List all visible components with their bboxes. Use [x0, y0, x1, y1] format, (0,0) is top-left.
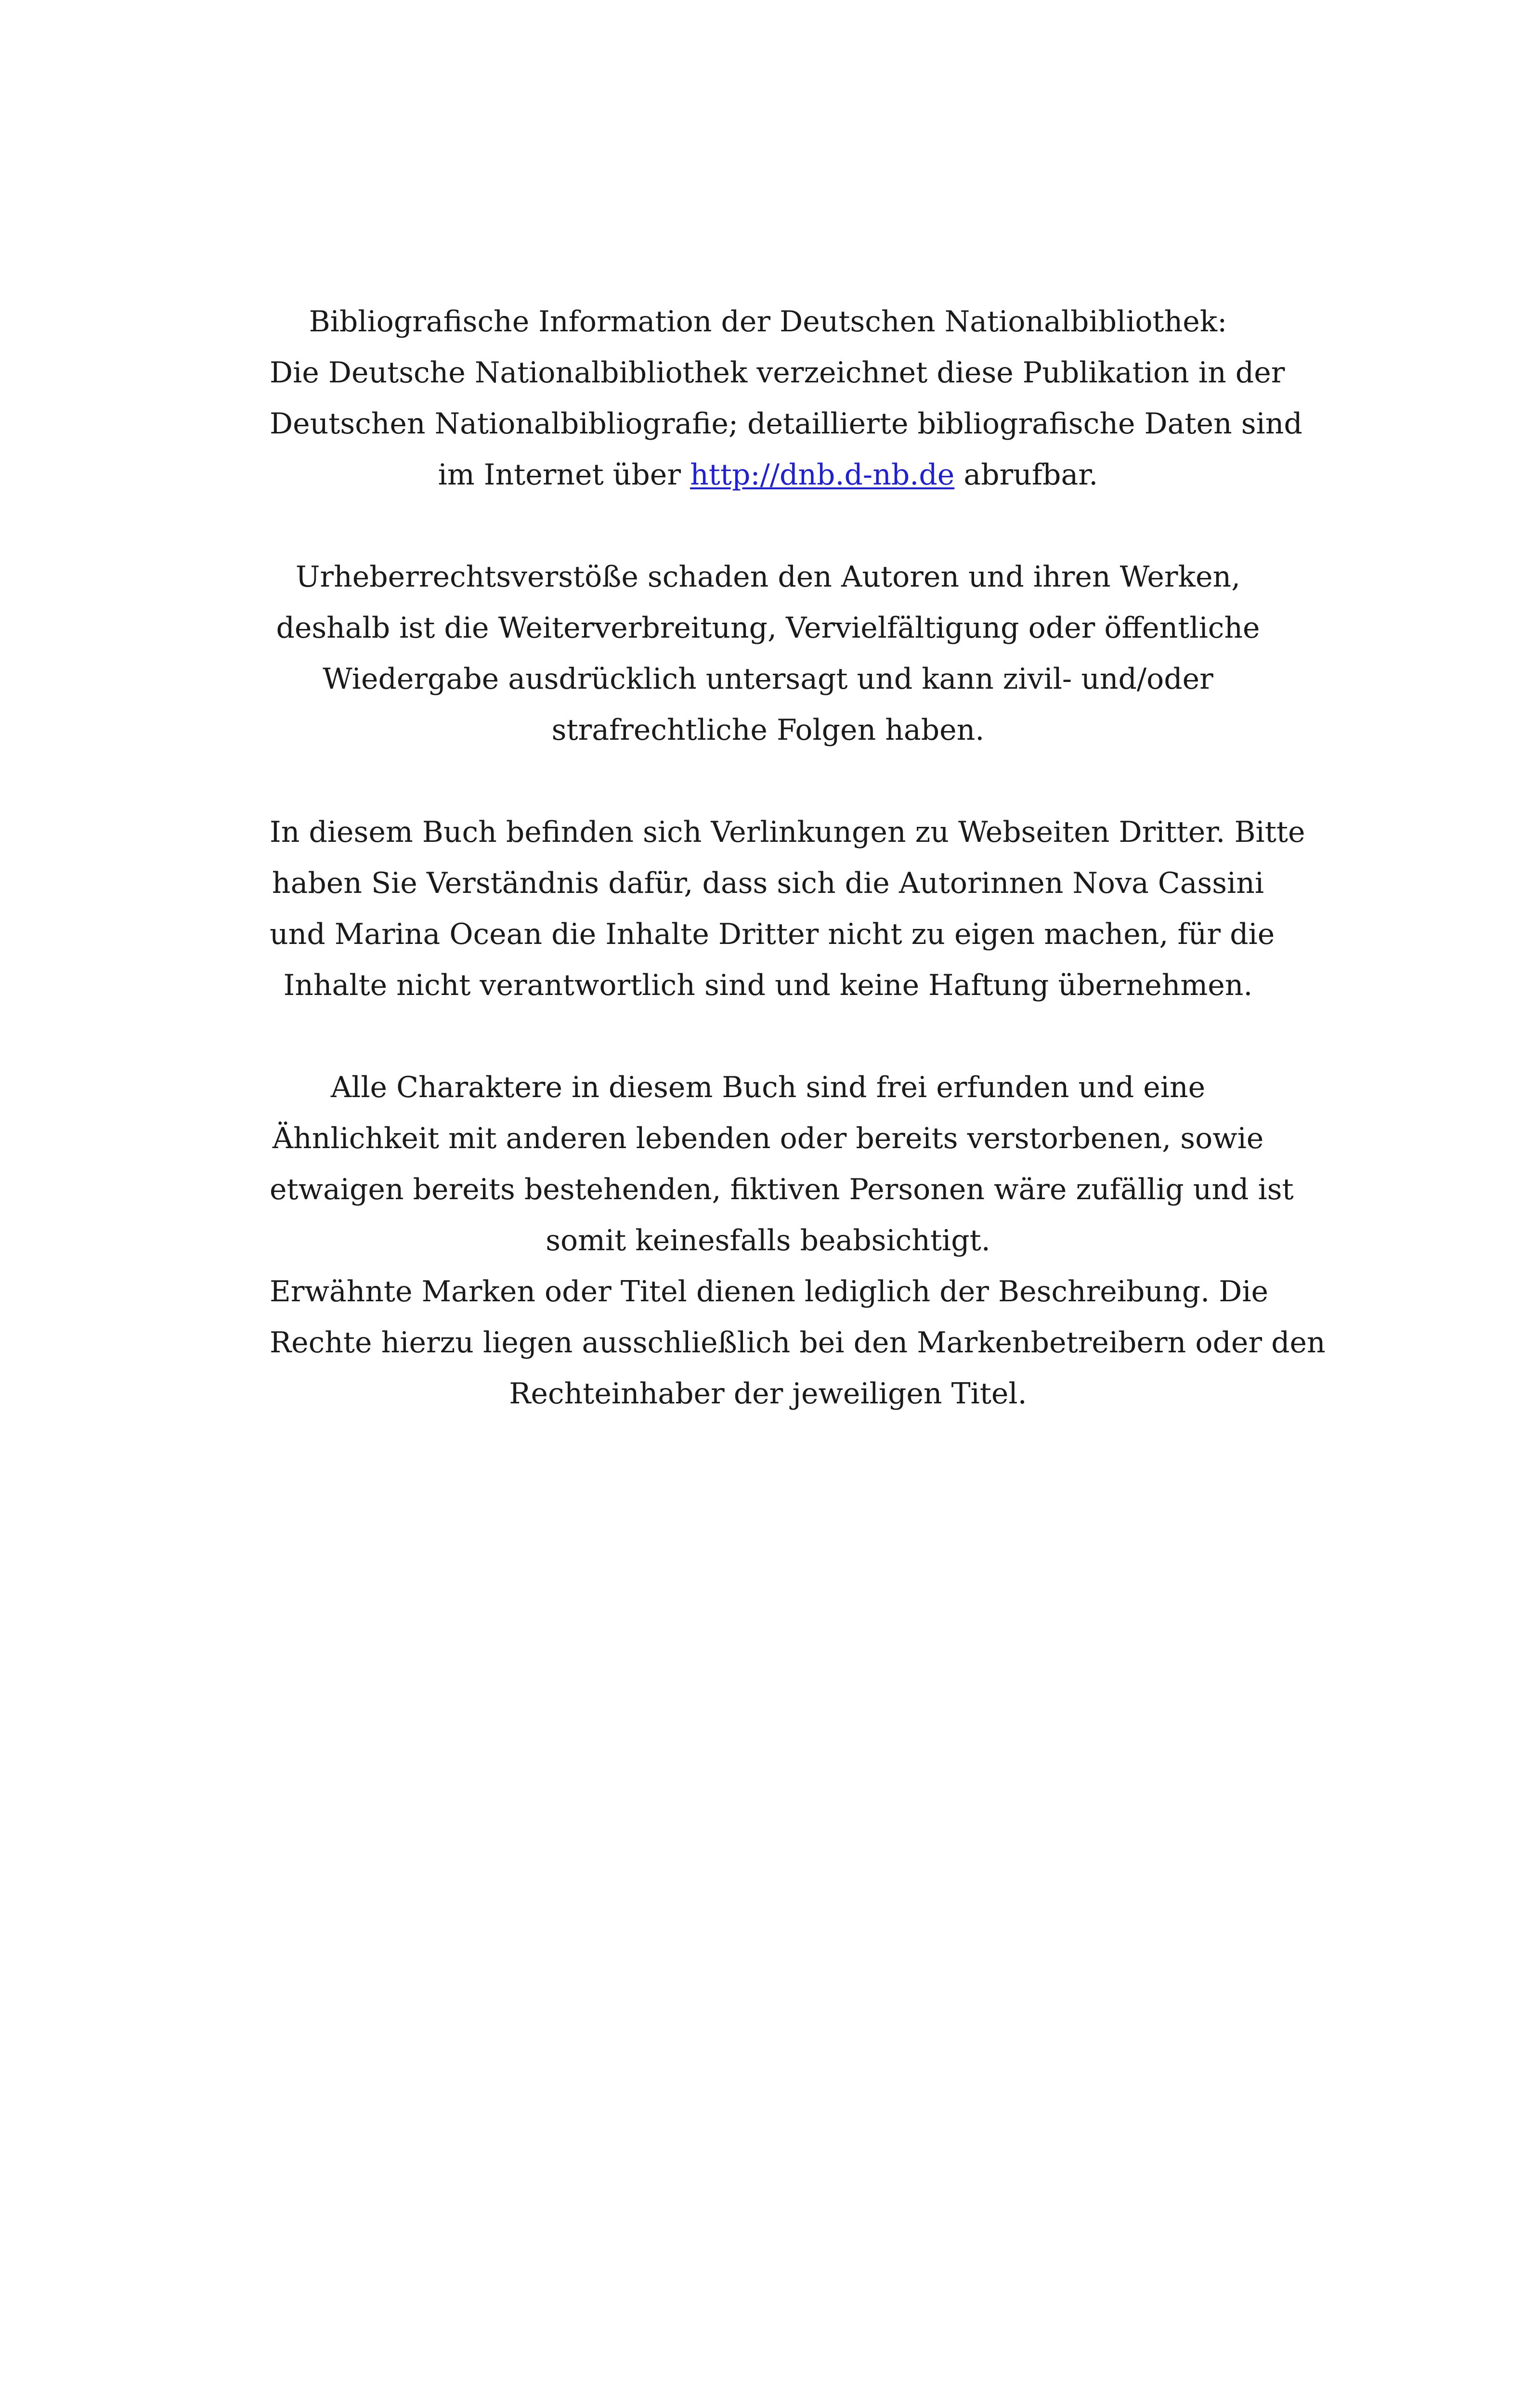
copyright-paragraph — [270, 551, 1266, 756]
bibliographic-link-line — [270, 449, 1266, 500]
paragraph-spacer — [270, 1011, 1266, 1062]
links-disclaimer-line: In diesem Buch befinden sich Verlinkungen zu Webseiten Dritter. Bitte — [270, 815, 1305, 849]
bibliographic-text-line: Die Deutsche Nationalbibliothek verzeichnet diese Publikation in der — [270, 356, 1285, 390]
copyright-text-line: Urheberrechtsverstöße schaden den Autoren und ihren Werken, — [295, 560, 1241, 594]
imprint-notice — [270, 296, 1326, 1419]
links-disclaimer-line: haben Sie Verständnis dafür, dass sich die Autorinnen Nova Cassini — [272, 866, 1264, 900]
fiction-disclaimer-line: Ähnlichkeit mit anderen lebenden oder bereits verstorbenen, sowie — [272, 1122, 1264, 1155]
fiction-disclaimer-paragraph — [270, 1062, 1326, 1419]
links-disclaimer-paragraph — [270, 807, 1305, 1011]
copyright-text-line: strafrechtliche Folgen haben. — [551, 713, 985, 747]
fiction-disclaimer-line: Alle Charaktere in diesem Buch sind frei erfunden und eine — [330, 1071, 1206, 1104]
trademark-disclaimer-line: Rechte hierzu liegen ausschließlich bei den Markenbetreibern oder den — [270, 1326, 1326, 1360]
paragraph-spacer — [270, 500, 1266, 551]
trademark-disclaimer-line: Rechteinhaber der jeweiligen Titel. — [509, 1377, 1027, 1411]
bibliographic-heading: Bibliografische Information der Deutschen Nationalbibliothek: — [309, 305, 1227, 339]
links-disclaimer-line: und Marina Ocean die Inhalte Dritter nicht zu eigen machen, für die — [270, 917, 1275, 951]
dnb-link[interactable]: http://dnb.d-nb.de — [690, 458, 955, 492]
bibliographic-text-line: Deutschen Nationalbibliografie; detaillierte bibliografische Daten sind — [270, 407, 1302, 441]
bibliographic-link-suffix: abrufbar. — [954, 458, 1098, 492]
paragraph-spacer — [270, 756, 1266, 807]
trademark-disclaimer-line: Erwähnte Marken oder Titel dienen lediglich der Beschreibung. Die — [270, 1275, 1269, 1309]
bibliographic-link-prefix: im Internet über — [438, 458, 690, 492]
bibliographic-info-paragraph — [270, 296, 1302, 500]
fiction-disclaimer-line: etwaigen bereits bestehenden, fiktiven Personen wäre zufällig und ist — [270, 1173, 1294, 1206]
fiction-disclaimer-line: somit keinesfalls beabsichtigt. — [546, 1224, 990, 1257]
copyright-text-line: Wiedergabe ausdrücklich untersagt und kann zivil- und/oder — [323, 662, 1213, 696]
copyright-text-line: deshalb ist die Weiterverbreitung, Vervielfältigung oder öffentliche — [276, 611, 1260, 645]
links-disclaimer-line: Inhalte nicht verantwortlich sind und keine Haftung übernehmen. — [283, 968, 1253, 1002]
